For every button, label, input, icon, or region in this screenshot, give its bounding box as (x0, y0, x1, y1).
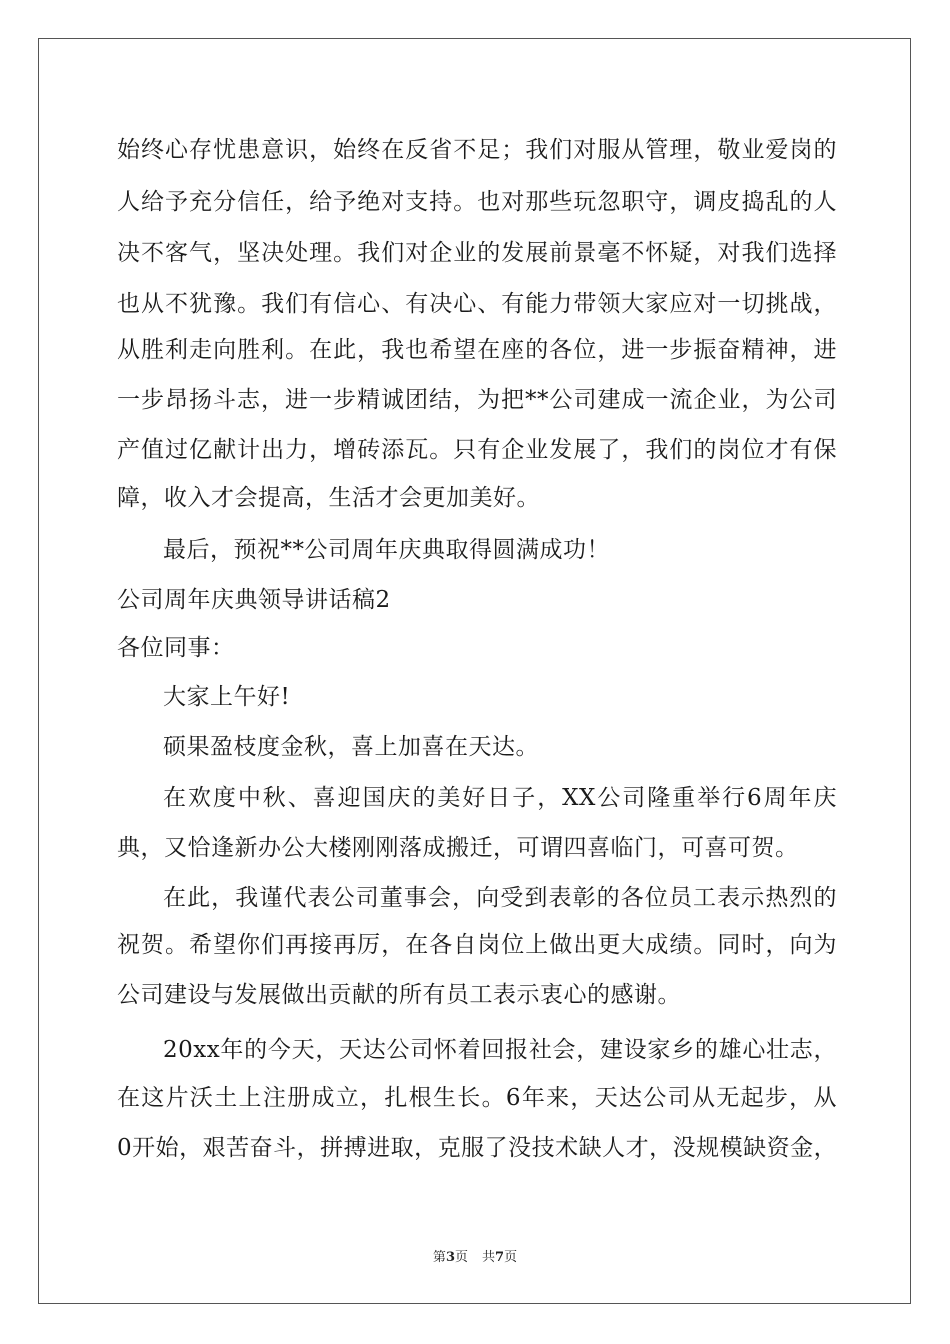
page-suffix: 页 (454, 1250, 468, 1265)
body-line: 祝贺。希望你们再接再厉，在各自岗位上做出更大成绩。同时，向为 (117, 932, 837, 958)
body-line: 产值过亿献计出力，增砖添瓦。只有企业发展了，我们的岗位才有保 (117, 437, 837, 463)
page-number: 3 (445, 1250, 455, 1265)
body-line: 20xx年的今天，天达公司怀着回报社会，建设家乡的雄心壮志， (163, 1037, 837, 1063)
body-line: 从胜利走向胜利。在此，我也希望在座的各位，进一步振奋精神，进 (117, 337, 837, 363)
body-line: 在欢度中秋、喜迎国庆的美好日子，XX公司隆重举行6周年庆 (163, 785, 837, 811)
body-line: 公司建设与发展做出贡献的所有员工表示衷心的感谢。 (117, 982, 681, 1008)
body-line: 障，收入才会提高，生活才会更加美好。 (117, 485, 540, 511)
total-prefix: 共 (482, 1250, 496, 1265)
total-pages: 7 (495, 1250, 505, 1265)
body-line: 人给予充分信任，给予绝对支持。也对那些玩忽职守，调皮捣乱的人 (117, 189, 837, 215)
body-line: 也从不犹豫。我们有信心、有决心、有能力带领大家应对一切挑战， (117, 291, 837, 317)
closing-line: 最后，预祝**公司周年庆典取得圆满成功！ (163, 537, 610, 563)
body-line: 在这片沃土上注册成立，扎根生长。6年来，天达公司从无起步，从 (117, 1085, 837, 1111)
salutation: 各位同事： (117, 635, 235, 661)
greeting: 大家上午好! (163, 684, 291, 710)
body-line: 硕果盈枝度金秋，喜上加喜在天达。 (163, 734, 539, 760)
body-line: 始终心存忧患意识，始终在反省不足；我们对服从管理，敬业爱岗的 (117, 137, 837, 163)
page-prefix: 第 (432, 1250, 446, 1265)
body-line: 一步昂扬斗志，进一步精诚团结，为把**公司建成一流企业，为公司 (117, 387, 837, 413)
body-line: 决不客气，坚决处理。我们对企业的发展前景毫不怀疑，对我们选择 (117, 240, 837, 266)
page-footer (0, 1246, 950, 1265)
section-heading: 公司周年庆典领导讲话稿2 (117, 587, 391, 613)
body-line: 典，又恰逢新办公大楼刚刚落成搬迁，可谓四喜临门，可喜可贺。 (117, 835, 799, 861)
total-suffix: 页 (504, 1250, 518, 1265)
body-line: 0开始，艰苦奋斗，拼搏进取，克服了没技术缺人才，没规模缺资金， (117, 1135, 838, 1161)
body-line: 在此，我谨代表公司董事会，向受到表彰的各位员工表示热烈的 (163, 885, 837, 911)
